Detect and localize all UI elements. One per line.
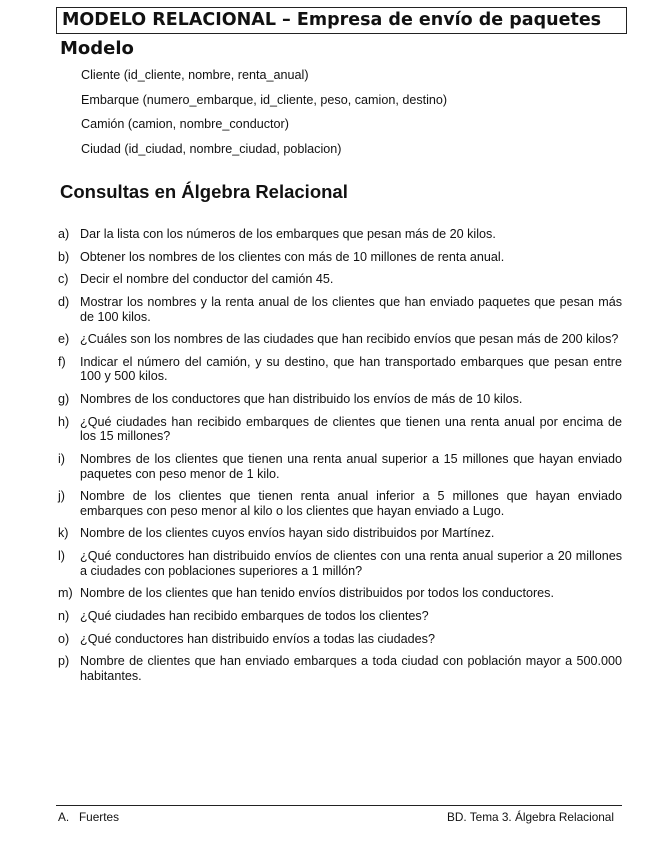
query-item	[58, 250, 622, 265]
query-marker: p)	[58, 654, 70, 669]
query-marker: i)	[58, 452, 65, 466]
query-marker: l)	[58, 549, 65, 564]
query-marker: j)	[58, 489, 65, 504]
query-item	[58, 392, 622, 407]
query-text: Nombre de los clientes cuyos envíos hayan sido distribuidos por Martínez.	[80, 526, 495, 541]
query-text: ¿Qué ciudades han recibido embarques de clientes que tienen una renta anual por encima de los 15 millones?	[80, 414, 622, 444]
query-item	[58, 295, 622, 324]
query-text: ¿Cuáles son los nombres de las ciudades que han recibido envíos que pesan más de 200 kilos?	[80, 332, 619, 347]
query-item	[58, 227, 622, 242]
query-text: Obtener los nombres de los clientes con más de 10 millones de renta anual.	[80, 249, 505, 264]
query-item	[58, 489, 622, 518]
query-marker: c)	[58, 272, 69, 287]
query-item	[58, 586, 622, 601]
query-text: Nombre de los clientes que tienen renta anual inferior a 5 millones que hayan enviado embarques con peso menor al kilo o los clientes que hayan enviado a Lugo.	[80, 489, 622, 518]
query-text: Nombre de clientes que han enviado embarques a toda ciudad con población mayor a 500.000 habitantes.	[80, 654, 622, 683]
query-marker: f)	[58, 354, 66, 369]
footer-author: A. Fuertes	[58, 810, 119, 824]
query-marker: e)	[58, 332, 70, 347]
query-text: ¿Qué conductores han distribuido envíos de clientes con una renta anual superior a 20 millones a ciudades con poblaciones superiores a 1 millón?	[80, 549, 622, 578]
model-heading: Modelo	[60, 38, 134, 59]
query-item	[58, 452, 622, 481]
relation-schema: Embarque (numero_embarque, id_cliente, peso, camion, destino)	[81, 92, 448, 107]
relation-schema: Camión (camion, nombre_conductor)	[81, 117, 289, 131]
query-marker: k)	[58, 526, 69, 541]
query-item	[58, 355, 622, 384]
query-item	[58, 332, 622, 347]
relation-schema-list	[81, 67, 447, 165]
query-marker: g)	[58, 392, 70, 407]
query-marker: h)	[58, 414, 70, 429]
query-text: Nombres de los clientes que tienen una renta anual superior a 15 millones que hayan enviado paquetes con peso menor de 1 kilo.	[80, 452, 622, 481]
document-title: MODELO RELACIONAL – Empresa de envío de paquetes	[56, 7, 627, 34]
query-text: Mostrar los nombres y la renta anual de los clientes que han enviado paquetes que pesan más de 100 kilos.	[80, 295, 622, 324]
query-marker: o)	[58, 631, 70, 646]
query-item	[58, 609, 622, 624]
query-text: ¿Qué conductores han distribuido envíos a todas las ciudades?	[80, 631, 435, 646]
query-marker: a)	[58, 227, 70, 241]
query-item	[58, 632, 622, 647]
query-text: Decir el nombre del conductor del camión 45.	[80, 272, 334, 287]
relation-schema: Ciudad (id_ciudad, nombre_ciudad, poblacion)	[81, 141, 342, 156]
footer-divider	[56, 805, 622, 806]
query-item	[58, 654, 622, 683]
relation-schema: Cliente (id_cliente, nombre, renta_anual)	[81, 68, 309, 82]
query-item	[58, 526, 622, 541]
query-item	[58, 549, 622, 578]
query-list	[58, 227, 622, 692]
queries-heading: Consultas en Álgebra Relacional	[60, 181, 348, 202]
query-marker: d)	[58, 295, 70, 310]
query-marker: m)	[58, 586, 73, 601]
footer-course: BD. Tema 3. Álgebra Relacional	[447, 810, 614, 824]
query-marker: n)	[58, 608, 70, 623]
query-item	[58, 415, 622, 444]
query-item	[58, 272, 622, 287]
query-text: Nombres de los conductores que han distribuido los envíos de más de 10 kilos.	[80, 392, 523, 407]
query-text: Dar la lista con los números de los embarques que pesan más de 20 kilos.	[80, 227, 496, 241]
query-text: ¿Qué ciudades han recibido embarques de todos los clientes?	[80, 608, 429, 623]
query-text: Nombre de los clientes que han tenido envíos distribuidos por todos los conductores.	[80, 586, 554, 601]
query-text: Indicar el número del camión, y su destino, que han transportado embarques que pesan entre 100 y 500 kilos.	[80, 354, 622, 384]
query-marker: b)	[58, 249, 70, 264]
